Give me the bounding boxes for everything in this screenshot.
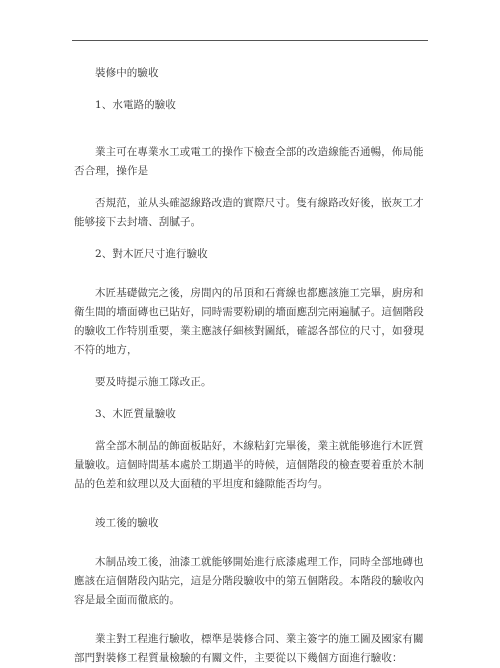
header-rule [72,40,428,41]
completion-paragraph-2: 業主對工程進行驗收，標準是裝修合同、業主簽字的施工圖及國家有關部門對裝修工程質量檢驗的有關文件，主要從以下幾個方面進行驗收： [74,633,424,664]
section-3-paragraph-1: 當全部木制品的飾面板貼好，木線粘釘完畢後，業主就能够進行木匠質量驗收。這個時間基本處於工期過半的時候，這個階段的檢查要着重於木制品的色差和紋理以及大面積的平坦度和縫隙能否均勻。 [74,440,424,490]
section-2-paragraph-2: 要及時提示施工隊改正。 [95,376,212,388]
document-body [74,64,428,668]
completion-heading: 竣工後的驗收 [95,517,159,529]
section-heading-3: 3、木匠質量驗收 [95,408,176,420]
section-heading-2: 2、對木匠尺寸進行驗收 [95,248,208,260]
section-1-paragraph-2: 否規范，並从头確認線路改造的實際尺寸。隻有線路改好後，嵌灰工才能够接下去封墻、刮膩子。 [74,197,424,228]
section-heading-1: 1、水電路的驗收 [95,99,176,111]
document-title: 裝修中的驗收 [95,67,159,79]
completion-paragraph-1: 木制品竣工後，油漆工就能够開始進行底漆處理工作，同時全部地磚也應該在這個階段內貼完，這是分階段驗收中的第五個階段。本階段的驗收內容是最全面而徹底的。 [74,556,424,606]
section-1-paragraph-1: 業主可在專業水工或電工的操作下檢查全部的改造線能否通暢，佈局能否合理，操作是 [74,146,424,177]
section-2-paragraph-1: 木匠基礎做完之後，房間內的吊頂和石膏線也都應該施工完畢，廚房和衛生間的墻面磚也已貼好，同時需要粉刷的墻面應刮完兩遍膩子。這個階段的驗收工作特別重要，業主應該仔細核對圖紙，確認各部位的尺寸，如發現不符的地方， [74,287,424,356]
